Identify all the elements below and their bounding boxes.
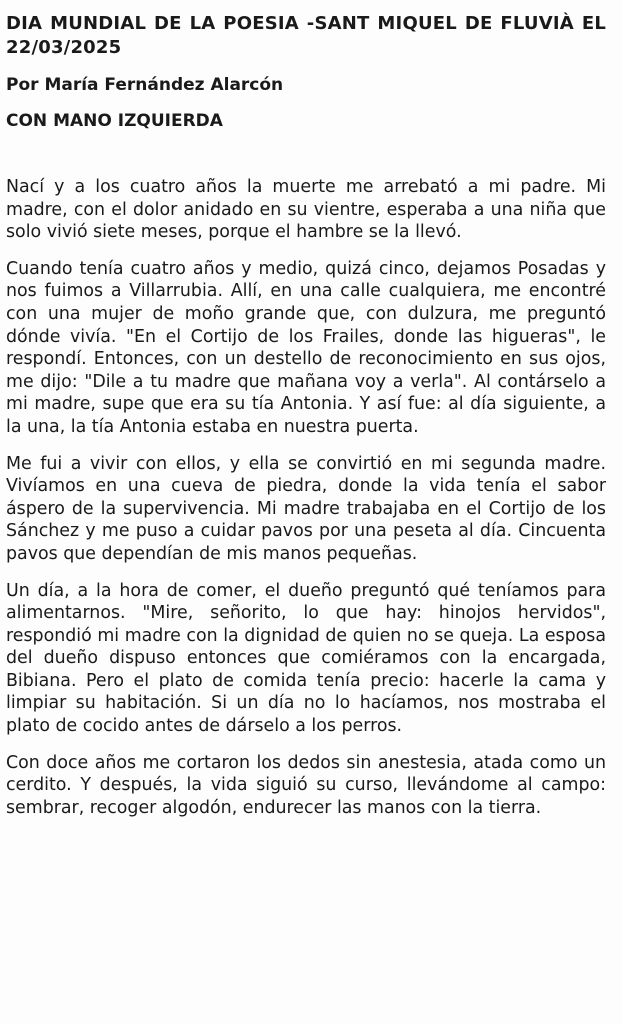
- document-body: [6, 12, 606, 833]
- paragraph: Me fui a vivir con ellos, y ella se convirtió en mi segunda madre. Vivíamos en una cueva de piedra, donde la vida tenía el sabor áspero de la supervivencia. Mi madre trabajaba en el Cortijo de los Sánchez y me puso a cuidar pavos por una peseta al día. Cincuenta pavos que dependían de mis manos pequeñas.: [6, 453, 606, 564]
- author-line: Por María Fernández Alarcón: [6, 75, 284, 95]
- paragraph: Nací y a los cuatro años la muerte me arrebató a mi padre. Mi madre, con el dolor anidado en su vientre, esperaba a una niña que solo vivió siete meses, porque el hambre se la llevó.: [6, 177, 606, 243]
- paragraph: Un día, a la hora de comer, el dueño preguntó qué teníamos para alimentarnos. "Mire, señorito, lo que hay: hinojos hervidos", respondió mi madre con la dignidad de quien no se queja. La esposa del dueño dispuso entonces que comiéramos con la encargada, Bibiana. Pero el plato de comida tenía precio: hacerle la cama y limpiar su habitación. Si un día no lo hacíamos, nos mostraba el plato de cocido antes de dárselo a los perros.: [6, 580, 606, 737]
- body-text: [6, 176, 606, 819]
- paragraph: Con doce años me cortaron los dedos sin anestesia, atada como un cerdito. Y después, la vida siguió su curso, llevándome al campo: sembrar, recoger algodón, endurecer las manos con la tierra.: [6, 752, 606, 818]
- document-title: DIA MUNDIAL DE LA POESIA -SANT MIQUEL DE FLUVIÀ EL 22/03/2025: [6, 13, 606, 58]
- paragraph: Cuando tenía cuatro años y medio, quizá cinco, dejamos Posadas y nos fuimos a Villarrubia. Allí, en una calle cualquiera, me encontré con una mujer de moño grande que, con dulzura, me preguntó dónde vivía. "En el Cortijo de los Frailes, donde las higueras", le respondí. Entonces, con un destello de reconocimiento en sus ojos, me dijo: "Dile a tu madre que mañana voy a verla". Al contárselo a mi madre, supe que era su tía Antonia. Y así fue: al día siguiente, a la una, la tía Antonia estaba en nuestra puerta.: [6, 258, 606, 437]
- poem-title: CON MANO IZQUIERDA: [6, 111, 223, 131]
